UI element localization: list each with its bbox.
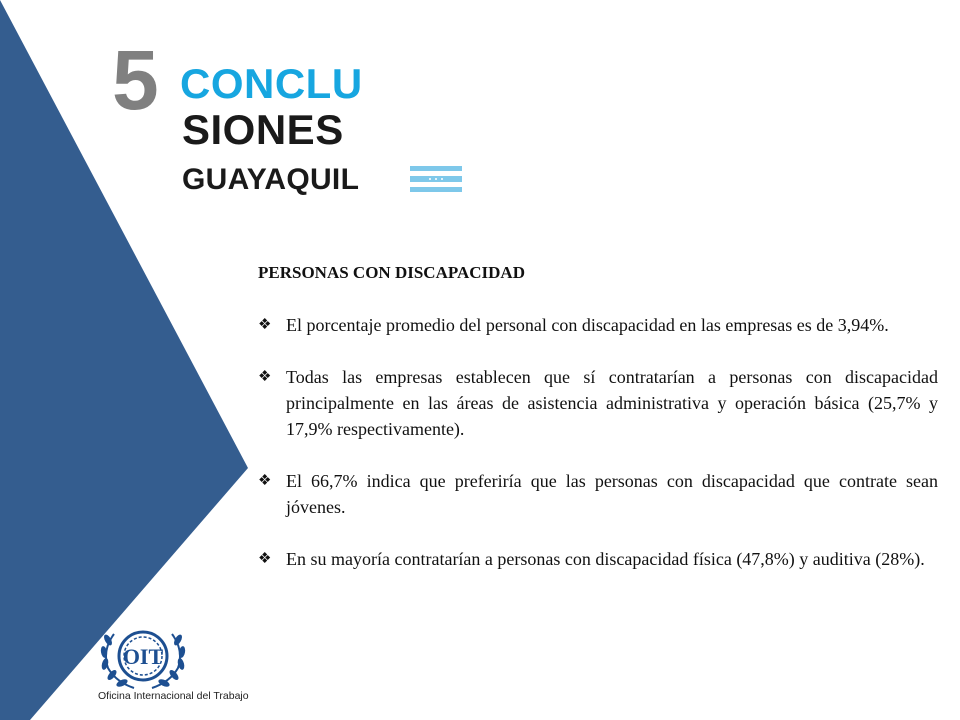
oit-letters: OIT — [122, 644, 164, 669]
diamond-bullet-icon: ❖ — [258, 369, 272, 385]
list-item — [258, 546, 938, 572]
section-number: 5 — [112, 33, 159, 127]
list-item — [258, 364, 938, 442]
bullet-text: El 66,7% indica que preferiría que las personas con discapacidad que contrate sean jóvenes. — [286, 471, 938, 517]
bullet-text: Todas las empresas establecen que sí contratarían a personas con discapacidad principalmente en las áreas de asistencia administrativa y operación básica (25,7% y 17,9% respectivamente). — [286, 367, 938, 439]
bullet-text: El porcentaje promedio del personal con discapacidad en las empresas es de 3,94%. — [286, 315, 889, 335]
list-item — [258, 312, 938, 338]
title-line-2: SIONES — [182, 106, 344, 153]
title-line-1: CONCLU — [180, 60, 363, 107]
bullet-list — [258, 312, 938, 572]
logo-caption: Oficina Internacional del Trabajo — [98, 690, 249, 702]
diamond-bullet-icon: ❖ — [258, 473, 272, 489]
diamond-bullet-icon: ❖ — [258, 551, 272, 567]
diamond-bullet-icon: ❖ — [258, 317, 272, 333]
list-item — [258, 468, 938, 520]
content-block — [258, 260, 938, 598]
section-heading: PERSONAS CON DISCAPACIDAD — [258, 263, 525, 282]
subtitle-city: GUAYAQUIL — [182, 163, 360, 196]
guayaquil-flag-icon — [410, 166, 462, 192]
bullet-text: En su mayoría contratarían a personas con discapacidad física (47,8%) y auditiva (28%). — [286, 549, 925, 569]
